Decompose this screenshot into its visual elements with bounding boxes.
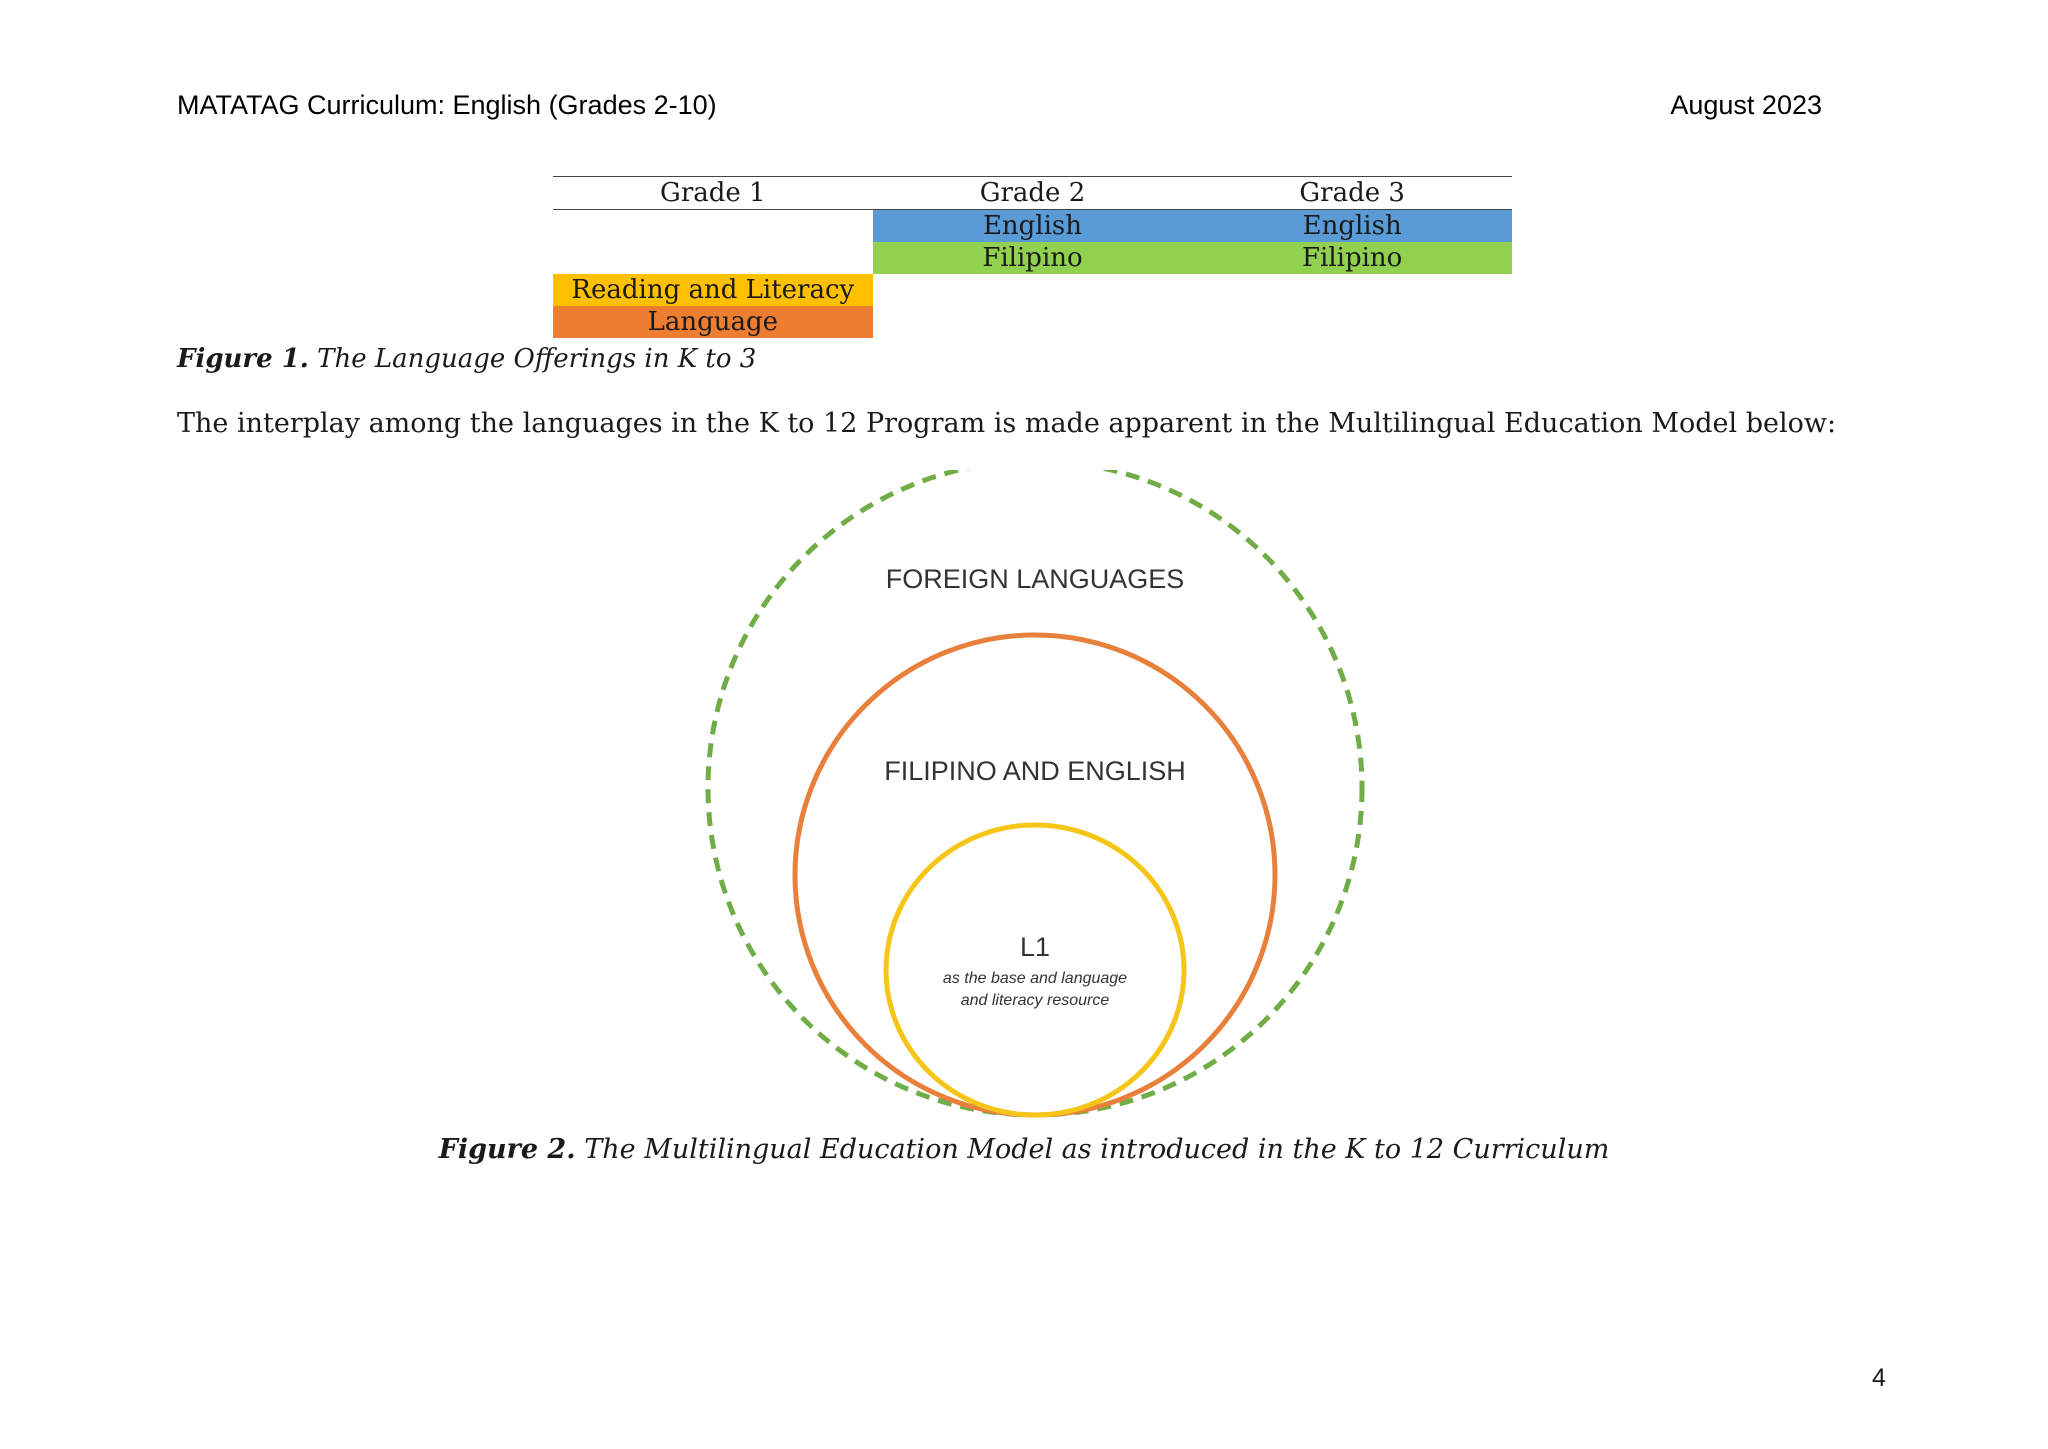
cell-empty bbox=[873, 306, 1193, 338]
cell-empty bbox=[1192, 274, 1512, 306]
cell-grade1-language: Language bbox=[553, 306, 873, 338]
header-grade-2: Grade 2 bbox=[873, 177, 1193, 210]
figure-1-label: Figure 1. bbox=[177, 344, 309, 374]
cell-grade3-filipino: Filipino bbox=[1192, 242, 1512, 274]
cell-grade3-english: English bbox=[1192, 210, 1512, 243]
l1-subtitle-line-2: and literacy resource bbox=[960, 992, 1110, 1009]
multilingual-education-diagram bbox=[700, 470, 1380, 1120]
cell-grade2-english: English bbox=[873, 210, 1193, 243]
figure-2-text: The Multilingual Education Model as introduced in the K to 12 Curriculum bbox=[584, 1134, 1610, 1165]
table-header-row bbox=[553, 177, 1512, 210]
l1-label: L1 bbox=[1019, 932, 1051, 962]
document-header-title: MATATAG Curriculum: English (Grades 2-10) bbox=[177, 90, 717, 120]
table-row bbox=[553, 306, 1512, 338]
figure-2-caption bbox=[0, 1134, 2048, 1165]
cell-grade1-empty bbox=[553, 242, 873, 274]
body-paragraph: The interplay among the languages in the K to 12 Program is made apparent in the Multilingual Education Model below: bbox=[177, 408, 1837, 439]
cell-grade2-filipino: Filipino bbox=[873, 242, 1193, 274]
header-grade-3: Grade 3 bbox=[1192, 177, 1512, 210]
cell-grade1-reading-literacy: Reading and Literacy bbox=[553, 274, 873, 306]
figure-2-label: Figure 2. bbox=[438, 1134, 576, 1165]
page-number: 4 bbox=[1872, 1364, 1886, 1392]
language-offerings-table bbox=[553, 176, 1512, 338]
filipino-english-label: FILIPINO AND ENGLISH bbox=[884, 756, 1186, 786]
table-row bbox=[553, 274, 1512, 306]
l1-subtitle-line-1: as the base and language bbox=[942, 970, 1128, 987]
cell-empty bbox=[873, 274, 1193, 306]
header-grade-1: Grade 1 bbox=[553, 177, 873, 210]
figure-1-caption bbox=[177, 344, 756, 374]
figure-1-text: The Language Offerings in K to 3 bbox=[317, 344, 757, 374]
document-header-date: August 2023 bbox=[1670, 90, 1822, 120]
foreign-languages-label: FOREIGN LANGUAGES bbox=[885, 564, 1185, 594]
cell-grade1-empty bbox=[553, 210, 873, 243]
table-row bbox=[553, 242, 1512, 274]
cell-empty bbox=[1192, 306, 1512, 338]
filipino-english-circle bbox=[795, 635, 1275, 1115]
table-row bbox=[553, 210, 1512, 243]
